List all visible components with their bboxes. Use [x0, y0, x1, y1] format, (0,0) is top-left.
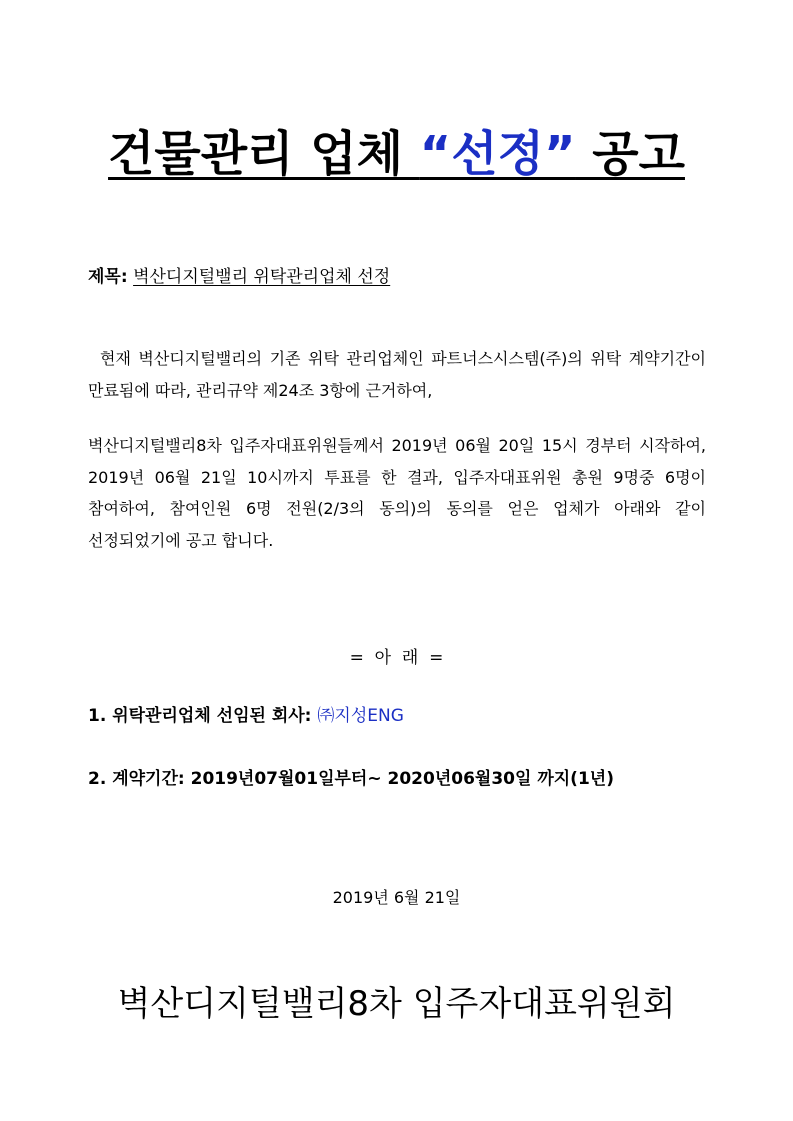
signer: 벽산디지털밸리8차 입주자대표위원회: [117, 984, 676, 1024]
notice-date: 2019년 6월 21일: [332, 888, 461, 907]
selected-company-item: [88, 703, 404, 729]
subject-line: [88, 265, 390, 289]
title-highlight: “선정”: [419, 126, 576, 182]
notice-title-text: [108, 126, 685, 182]
title-suffix: 공고: [575, 126, 685, 182]
contract-period-item: 2. 계약기간: 2019년07월01일부터~ 2020년06월30일 까지(1년): [88, 769, 614, 789]
intro-paragraph: 현재 벽산디지털밸리의 기존 위탁 관리업체인 파트너스시스템(주)의 위탁 계약기간이 만료됨에 따라, 관리규약 제24조 3항에 근거하여,: [88, 349, 706, 400]
subject-value: 벽산디지털밸리 위탁관리업체 선정: [133, 267, 391, 287]
title-prefix: 건물관리 업체: [108, 126, 420, 182]
selected-company-name: ㈜지성ENG: [317, 706, 404, 726]
selected-company-label: 1. 위탁관리업체 선임된 회사:: [88, 706, 318, 726]
notice-title: [0, 122, 793, 186]
details-heading: = 아 래 =: [349, 648, 444, 668]
subject-label: 제목:: [88, 267, 128, 287]
result-paragraph: 벽산디지털밸리8차 입주자대표위원들께서 2019년 06월 20일 15시 경부터 시작하여, 2019년 06월 21일 10시까지 투표를 한 결과, 입주자대표위원 총원 9명중 6명이 참여하여, 참여인원 6명 전원(2/3의 동의)의 동의를 얻은 업체가 아래와 같이 선정되었기에 공고 합니다.: [88, 436, 706, 550]
